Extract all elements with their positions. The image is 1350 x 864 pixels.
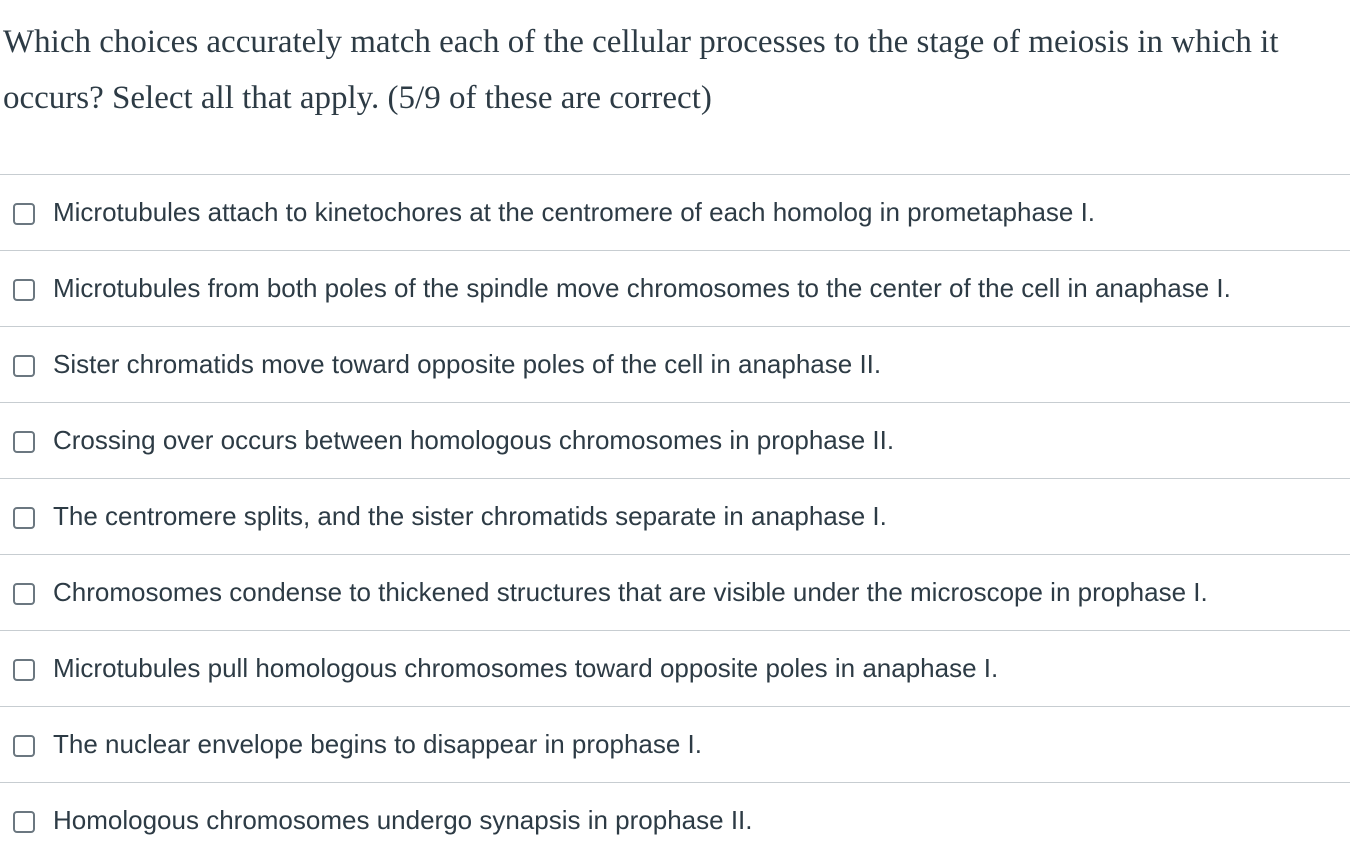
answer-option-5[interactable]	[0, 479, 1350, 555]
answer-option-9[interactable]	[0, 783, 1350, 858]
answer-checkbox[interactable]	[13, 507, 35, 529]
answer-label: Microtubules pull homologous chromosomes toward opposite poles in anaphase I.	[53, 653, 999, 683]
answer-label: Chromosomes condense to thickened structures that are visible under the microscope in prophase I.	[53, 577, 1208, 607]
answer-label: Crossing over occurs between homologous chromosomes in prophase II.	[53, 425, 895, 455]
answer-option-7[interactable]	[0, 631, 1350, 707]
answer-label: Homologous chromosomes undergo synapsis in prophase II.	[53, 805, 753, 835]
answer-checkbox[interactable]	[13, 355, 35, 377]
answer-checkbox[interactable]	[13, 279, 35, 301]
answer-option-6[interactable]	[0, 555, 1350, 631]
answer-option-1[interactable]	[0, 175, 1350, 251]
answer-option-2[interactable]	[0, 251, 1350, 327]
answer-checkbox[interactable]	[13, 203, 35, 225]
answer-list	[0, 174, 1350, 858]
answer-label: Microtubules attach to kinetochores at the centromere of each homolog in prometaphase I.	[53, 197, 1096, 227]
answer-checkbox[interactable]	[13, 735, 35, 757]
answer-checkbox[interactable]	[13, 583, 35, 605]
answer-label: Microtubules from both poles of the spindle move chromosomes to the center of the cell in anaphase I.	[53, 273, 1231, 303]
answer-checkbox[interactable]	[13, 811, 35, 833]
answer-option-3[interactable]	[0, 327, 1350, 403]
answer-option-8[interactable]	[0, 707, 1350, 783]
answer-label: Sister chromatids move toward opposite poles of the cell in anaphase II.	[53, 349, 882, 379]
question-text: Which choices accurately match each of the cellular processes to the stage of meiosis in which it occurs? Select all that apply. (5/9 of these are correct)	[3, 24, 1279, 116]
answer-checkbox[interactable]	[13, 431, 35, 453]
answer-label: The nuclear envelope begins to disappear in prophase I.	[53, 729, 702, 759]
answer-label: The centromere splits, and the sister chromatids separate in anaphase I.	[53, 501, 887, 531]
answer-option-4[interactable]	[0, 403, 1350, 479]
answer-checkbox[interactable]	[13, 659, 35, 681]
